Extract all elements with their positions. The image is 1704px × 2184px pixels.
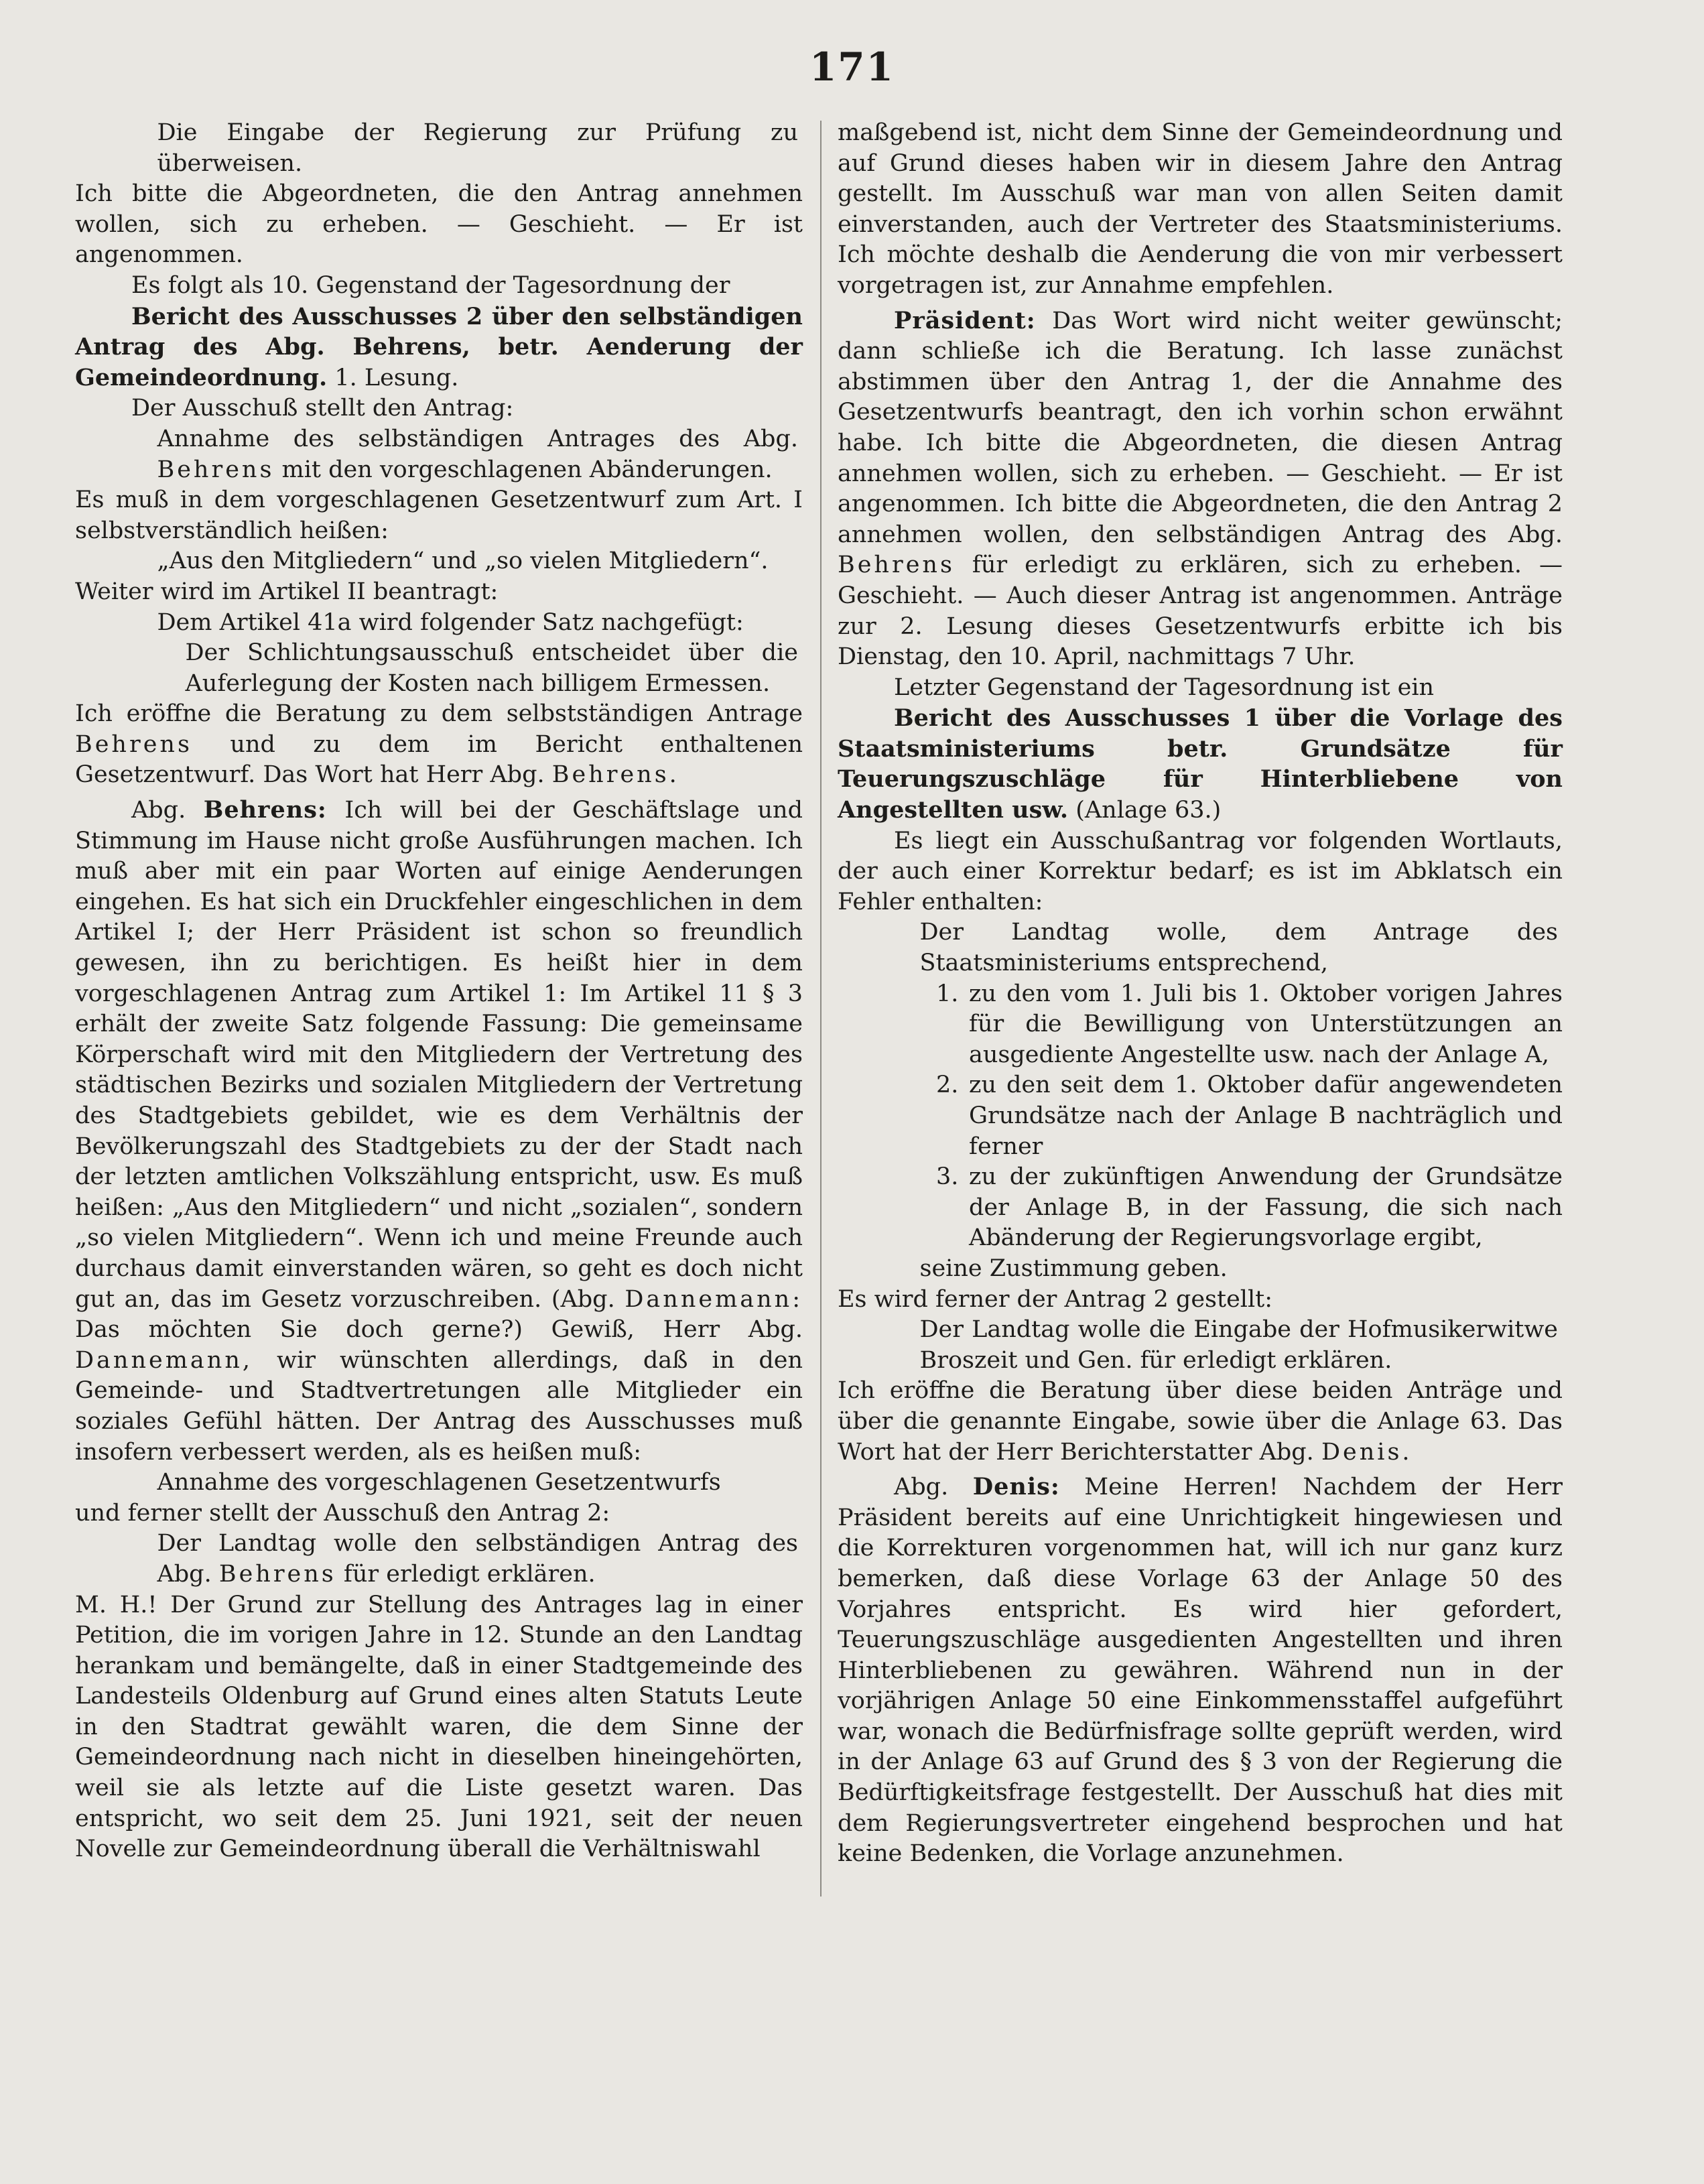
- left-column: [75, 118, 803, 1865]
- motion-quote: Annahme des vorgeschlagenen Gesetzentwurfs: [157, 1469, 721, 1496]
- speaker-prefix: Abg.: [894, 1474, 973, 1501]
- motion-quote: seine Zustimmung geben.: [919, 1255, 1228, 1282]
- person-name: Denis.: [1321, 1438, 1413, 1466]
- speech-text: Ich will bei der Geschäftslage und Stimmung im Hause nicht große Ausführungen machen. Ich muß aber mit ein paar Worten auf einige Aenderungen eingehen. Es hat sich ein Druckfehler eingeschlichen in dem Artikel I; der Herr Präsident ist schon so freundlich gewesen, ihn zu berichtigen. Es heißt hier in dem vorgeschlagenen Antrag zum Artikel 1: Im Artikel 11 § 3 erhält der zweite Satz folgende Fassung: Die gemeinsame Körperschaft wird mit den Mitgliedern der Vertretung des städtischen Bezirks und sozialen Mitgliedern der Vertretung des Stadtgebiets gebildet, wie es dem Verhältnis der Bevölkerungszahl des Stadtgebiets zu der der Stadt nach der letzten amtlichen Volkszählung entspricht, usw. Es muß heißen: „Aus den Mitgliedern“ und nicht „sozialen“, sondern „so vielen Mitgliedern“. Wenn ich und meine Freunde auch durchaus damit einverstanden wären, so geht es doch nicht gut an, das im Gesetz vorzuschreiben. (Abg.: [75, 797, 803, 1313]
- paragraph: Es folgt als 10. Gegenstand der Tagesordnung der: [131, 271, 730, 299]
- speech: [838, 1472, 1563, 1870]
- speech: [75, 795, 803, 1468]
- paragraph-text: Ich eröffne die Beratung zu dem selbstständigen Antrage: [75, 700, 803, 728]
- motion-quote: Dem Artikel 41a wird folgender Satz nachgefügt:: [157, 608, 744, 636]
- list-item: [838, 979, 1563, 1071]
- speech-text: Das möchten Sie doch gerne?) Gewiß, Herr Abg.: [75, 1316, 803, 1344]
- speech-text: Meine Herren! Nachdem der Herr Präsident bereits auf eine Unrichtigkeit hingewiesen und die Korrekturen vorgenommen hat, will ich nur ganz kurz bemerken, daß diese Vorlage 63 der Anlage 50 des Vorjahres entspricht. Es wird hier gefordert, Teuerungszuschläge ausgedienten Angestellten und ihren Hinterbliebenen zu gewähren. Während nun in der vorjährigen Anlage 50 eine Einkommensstaffel aufgeführt war, wonach die Bedürfnisfrage sollte geprüft werden, wird in der Anlage 63 auf Grund des § 3 von der Regierung die Bedürftigkeitsfrage festgestellt. Der Ausschuß hat dies mit dem Regierungsvertreter eingehend besprochen und hat keine Bedenken, die Vorlage anzunehmen.: [838, 1474, 1563, 1868]
- person-name: Dannemann,: [75, 1346, 253, 1374]
- list-item-number: 3.: [936, 1163, 959, 1191]
- agenda-heading-text: Bericht des Ausschusses 1 über die Vorlage des Staatsministeriums betr. Grundsätze für Teuerungszuschläge für Hinterbliebene von Angestellten usw.: [838, 704, 1563, 824]
- list-item: [838, 1162, 1563, 1254]
- paragraph: und ferner stellt der Ausschuß den Antrag 2:: [75, 1499, 610, 1527]
- speech: [838, 306, 1563, 673]
- speaker-name: Präsident:: [894, 306, 1036, 334]
- person-name: Behrens: [218, 1560, 336, 1588]
- list-item-text: zu den seit dem 1. Oktober dafür angewendeten Grundsätze nach der Anlage B nachträglich und ferner: [969, 1072, 1563, 1160]
- motion-quote: [75, 1529, 803, 1590]
- column-divider: [820, 121, 822, 1897]
- quote-text: Der Landtag wolle den selbständigen Antrag des Abg.: [157, 1530, 798, 1588]
- agenda-heading-text: Bericht des Ausschusses 2 über den selbständigen Antrag des Abg. Behrens, betr. Aenderung der Gemeindeordnung.: [75, 302, 803, 391]
- speech-text: wir wünschten allerdings, daß in den Gemeinde- und Stadtvertretungen alle Mitglieder ein soziales Gefühl hätten. Der Antrag des Ausschusses muß insofern verbessert werden, als es heißen muß:: [75, 1346, 803, 1466]
- paragraph: [75, 699, 803, 791]
- quote-text: Annahme des selbständigen Antrages des Abg.: [157, 425, 798, 452]
- right-column: [838, 118, 1563, 1870]
- speech-text: Das Wort wird nicht weiter gewünscht; dann schließe ich die Beratung. Ich lasse zunächst abstimmen über den Antrag 1, der die Annahme des Gesetzentwurfs beantragt, den ich vorhin schon erwähnt habe. Ich bitte die Abgeordneten, die diesen Antrag annehmen wollen, sich zu erheben. — Geschieht. — Er ist angenommen. Ich bitte die Abgeordneten, die den Antrag 2 annehmen wollen, den selbständigen Antrag des Abg.: [838, 307, 1563, 548]
- motion-quote: Der Schlichtungsausschuß entscheidet über die Auferlegung der Kosten nach billigem Ermessen.: [185, 639, 798, 697]
- speaker-prefix: Abg.: [131, 797, 204, 824]
- list-item-text: zu der zukünftigen Anwendung der Grundsätze der Anlage B, in der Fassung, die sich nach Abänderung der Regierungsvorlage ergibt,: [969, 1163, 1563, 1252]
- person-name: Dannemann:: [625, 1285, 803, 1313]
- list-item-number: 2.: [936, 1072, 959, 1099]
- list-item-text: zu den vom 1. Juli bis 1. Oktober vorigen Jahres für die Bewilligung von Unterstützungen an ausgediente Angestellte usw. nach der Anlage A,: [969, 980, 1563, 1068]
- paragraph: [838, 1376, 1563, 1468]
- speech-text: für erledigt zu erklären, sich zu erheben. — Geschieht. — Auch dieser Antrag ist angenommen. Anträge zur 2. Lesung dieses Gesetzentwurfs erbitte ich bis Dienstag, den 10. April, nachmittags 7 Uhr.: [838, 552, 1563, 671]
- paragraph-text: und zu dem im Bericht enthaltenen Gesetzentwurf. Das Wort hat Herr Abg.: [75, 730, 803, 789]
- motion-quote: „Aus den Mitgliedern“ und „so vielen Mitgliedern“.: [157, 548, 769, 575]
- agenda-heading: [75, 302, 803, 394]
- paragraph: Es wird ferner der Antrag 2 gestellt:: [838, 1285, 1273, 1313]
- paragraph: Der Ausschuß stellt den Antrag:: [131, 395, 514, 422]
- paragraph-text: Ich eröffne die Beratung über diese beiden Anträge und über die genannte Eingabe, sowie über die Anlage 63. Das Wort hat der Herr Berichterstatter Abg.: [838, 1377, 1563, 1466]
- quote-text: mit den vorgeschlagenen Abänderungen.: [274, 456, 773, 483]
- paragraph: Die Eingabe der Regierung zur Prüfung zu überweisen.: [157, 119, 798, 177]
- speaker-name: Behrens:: [203, 796, 327, 824]
- list-item: [838, 1070, 1563, 1162]
- paragraph: Letzter Gegenstand der Tagesordnung ist ein: [894, 673, 1435, 701]
- page-number: 171: [809, 44, 895, 90]
- agenda-heading-tail: 1. Lesung.: [327, 364, 459, 391]
- motion-quote: [75, 424, 803, 485]
- paragraph: Weiter wird im Artikel II beantragt:: [75, 578, 499, 605]
- motion-quote: Der Landtag wolle, dem Antrage des Staatsministeriums entsprechend,: [919, 919, 1558, 977]
- person-name: Behrens.: [551, 761, 679, 789]
- paragraph: Es liegt ein Ausschußantrag vor folgenden Wortlauts, der auch einer Korrektur bedarf; es ist im Abklatsch ein Fehler enthalten:: [838, 827, 1563, 915]
- quote-text: für erledigt erklären.: [336, 1560, 596, 1588]
- agenda-heading: [838, 703, 1563, 826]
- list-item-number: 1.: [936, 980, 959, 1007]
- person-name: Behrens: [838, 552, 955, 579]
- speaker-name: Denis:: [972, 1473, 1060, 1501]
- agenda-heading-tail: (Anlage 63.): [1068, 797, 1222, 824]
- paragraph: Ich bitte die Abgeordneten, die den Antrag annehmen wollen, sich zu erheben. — Geschieht. — Er ist angenommen.: [75, 180, 803, 269]
- person-name: Behrens: [157, 456, 275, 483]
- paragraph: M. H.! Der Grund zur Stellung des Antrages lag in einer Petition, die im vorigen Jahre in 12. Stunde an den Landtag herankam und bemängelte, daß in einer Stadtgemeinde des Landesteils Oldenburg auf Grund eines alten Statuts Leute in den Stadtrat gewählt waren, die dem Sinne der Gemeindeordnung nach nicht in dieselben hineingehörten, weil sie als letzte auf die Liste gesetzt waren. Das entspricht, wo seit dem 25. Juni 1921, seit der neuen Novelle zur Gemeindeordnung überall die Verhältniswahl: [75, 1591, 803, 1863]
- paragraph: Es muß in dem vorgeschlagenen Gesetzentwurf zum Art. I selbstverständlich heißen:: [75, 487, 803, 544]
- motion-quote: Der Landtag wolle die Eingabe der Hofmusikerwitwe Broszeit und Gen. für erledigt erklären.: [919, 1316, 1558, 1374]
- paragraph: maßgebend ist, nicht dem Sinne der Gemeindeordnung und auf Grund dieses haben wir in diesem Jahre den Antrag gestellt. Im Ausschuß war man von allen Seiten damit einverstanden, auch der Vertreter des Staatsministeriums. Ich möchte deshalb die Aenderung die von mir verbessert vorgetragen ist, zur Annahme empfehlen.: [838, 119, 1563, 299]
- person-name: Behrens: [75, 730, 192, 758]
